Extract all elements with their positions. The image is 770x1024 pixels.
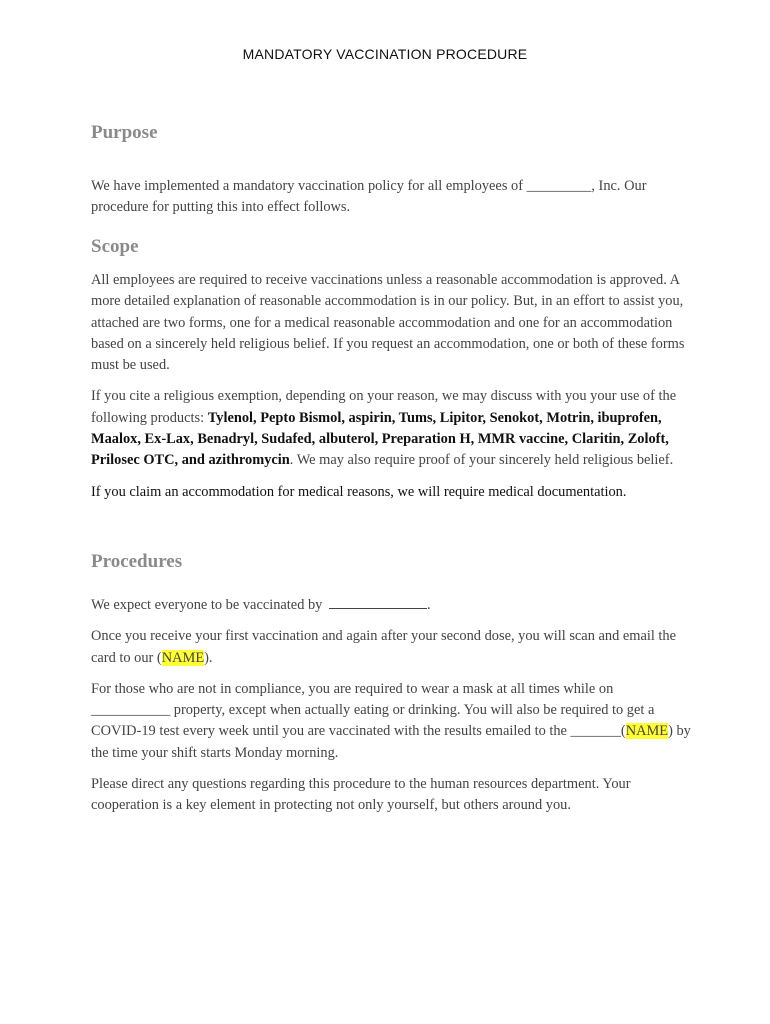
procedures-p2-end: ). xyxy=(204,649,213,666)
scope-section xyxy=(91,236,691,258)
procedures-paragraph-4: Please direct any questions regarding this procedure to the human resources department. Your cooperation is a key element in protecting not only yourself, but others around you. xyxy=(91,776,631,814)
procedures-p1-end: . xyxy=(426,597,431,613)
scope-products-list: Tylenol, Pepto Bismol, aspirin, Tums, Lipitor, Senokot, Motrin, ibuprofen, Maalox, Ex-Lax, Benadryl, Sudafed, albuterol, Preparation H, MMR vaccine, Claritin, Zoloft, Prilosec OTC, and azithromycin xyxy=(91,409,669,469)
purpose-paragraph: We have implemented a mandatory vaccination policy for all employees of _________, Inc. Our procedure for putting this into effect follows. xyxy=(91,178,647,216)
procedures-p3-end: ) by the time your shift starts Monday morning. xyxy=(91,723,691,761)
procedures-p1-text: We expect everyone to be vaccinated by xyxy=(91,597,326,613)
procedures-paragraph-3 xyxy=(91,679,691,764)
scope-paragraph-2-end: . We may also require proof of your sincerely held religious belief. xyxy=(289,452,674,469)
purpose-heading: Purpose xyxy=(91,122,158,143)
document-title: MANDATORY VACCINATION PROCEDURE xyxy=(242,46,528,62)
purpose-section xyxy=(91,122,691,144)
procedures-heading: Procedures xyxy=(91,551,183,572)
procedures-p2-text: Once you receive your first vaccination and again after your second dose, you will scan and email the card to our ( xyxy=(91,628,677,666)
scope-paragraph-2 xyxy=(91,386,691,471)
name-highlight-2: NAME xyxy=(625,723,669,740)
date-blank-line xyxy=(329,595,427,609)
purpose-body xyxy=(91,176,691,219)
scope-paragraph-3: If you claim an accommodation for medical reasons, we will require medical documentation. xyxy=(91,483,627,500)
procedures-paragraph-2 xyxy=(91,626,691,669)
scope-heading: Scope xyxy=(91,236,139,257)
name-highlight-1: NAME xyxy=(161,649,205,666)
procedures-body xyxy=(91,595,691,817)
procedures-p3-text: For those who are not in compliance, you are required to wear a mask at all times while on ___________ property, except when actually eating or drinking. You will also be required to get a COVID-19 test every week until you are vaccinated with the results emailed to the _______( xyxy=(91,680,655,740)
scope-paragraph-1: All employees are required to receive vaccinations unless a reasonable accommodation is approved. A more detailed explanation of reasonable accommodation is in our policy. But, in an effort to assist you, attached are two forms, one for a medical reasonable accommodation and one for an accommodation based on a sincerely held religious belief. If you request an accommodation, one or both of these forms must be used. xyxy=(91,272,685,374)
procedures-section xyxy=(91,551,691,573)
scope-body xyxy=(91,270,691,503)
scope-paragraph-2-intro: If you cite a religious exemption, depending on your reason, we may discuss with you your use of the following products: xyxy=(91,388,677,426)
procedures-paragraph-1 xyxy=(91,595,691,616)
